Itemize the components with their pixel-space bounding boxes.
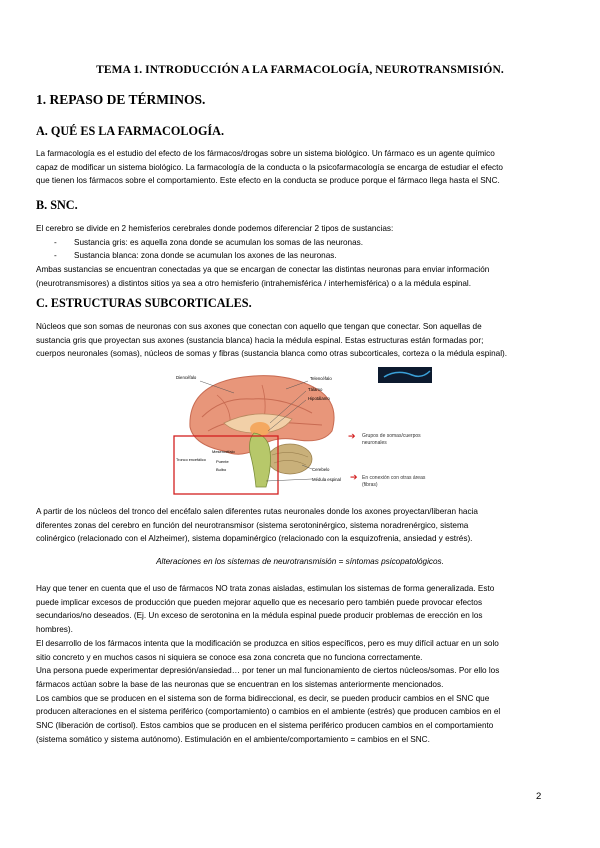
section-heading-repaso: 1. REPASO DE TÉRMINOS.: [36, 92, 206, 107]
label-mesencefalo: Mesencéfalo: [212, 449, 235, 454]
label-grupos: Grupos de somas/cuerpos neuronales: [362, 433, 421, 446]
arrow-icon: ➔: [350, 473, 358, 483]
bullet-list: [36, 236, 566, 263]
text-line: colinérgico (relacionado con el Alzheimer), sistema dopaminérgico (relacionado con la esquizofrenia, ansiedad y estrés).: [36, 534, 473, 544]
paragraph-estructuras: [36, 320, 566, 361]
label-telencefalo: Telencéfalo: [310, 376, 332, 381]
list-item: - Sustancia gris: es aquella zona donde se acumulan los somas de las neuronas.: [36, 236, 566, 250]
label-tronco: Tronco encefálico: [176, 458, 206, 462]
label-bulbo: Bulbo: [216, 467, 227, 472]
text-line: sustancia gris que proyectan sus axones (sustancia blanca) hacia la médula espinal. Estas estructuras están formadas por;: [36, 335, 484, 345]
figure-caption: Alteraciones en los sistemas de neurotransmisión = síntomas psicopatológicos.: [156, 557, 444, 566]
text-line: (sistema somático y sistema autónomo). Estimulación en el ambiente/comportamiento = cambios en el SNC.: [36, 734, 430, 744]
text-line: sitio concreto y en muchos casos ni siquiera se conoce esa zona concreta que no funciona correctamente.: [36, 652, 423, 662]
text-line: Ambas sustancias se encuentran conectadas ya que se encargan de conectar las distintas neuronas para enviar información: [36, 265, 490, 275]
paragraph-snc: [36, 222, 566, 291]
paragraph-final: [36, 582, 566, 746]
text-line: que tienen los fármacos sobre el comportamiento. Este efecto en la conducta se produce porque el fármaco llega hasta el SNC.: [36, 176, 500, 186]
text-line: (neurotransmisores) a distintos sitios ya sea a otro hemisferio (intrahemisférica / interhemisférica) o a la médula espinal.: [36, 278, 472, 288]
text-line: Los cambios que se producen en el sistema son de forma bidireccional, es decir, se pueden producir cambios en el SNC que: [36, 693, 490, 703]
text-line: Hay que tener en cuenta que el uso de fármacos NO trata zonas aisladas, estimulan los sistemas de forma generalizada. Esto: [36, 584, 495, 593]
label-conexion: En conexión con otras áreas (fibras): [362, 475, 426, 488]
label-talamo: Tálamo: [308, 387, 323, 392]
label-hipotalamo: Hipotálamo: [308, 396, 330, 401]
arrow-icon: ➔: [348, 432, 356, 442]
page-number: 2: [536, 791, 542, 802]
text-line: Núcleos que son somas de neuronas con sus axones que conectan con aquello que tengan que conectar. Son aquellas de: [36, 322, 482, 331]
section-heading-snc: B. SNC.: [36, 198, 78, 212]
text-line: A partir de los núcleos del tronco del encéfalo salen diferentes rutas neuronales donde los axones proyectan/liberan hacia: [36, 507, 478, 516]
text-line: capaz de modificar un sistema biológico. La farmacología de la conducta o la psicofarmacología se encarga de estudiar el efecto: [36, 162, 503, 172]
paragraph-rutas: [36, 505, 566, 546]
label-medula: Médula espinal: [312, 477, 341, 482]
text-line: secundarios/no deseados. (Ej. Un exceso de serotonina en la médula espinal puede producir problemas de erección en los: [36, 611, 483, 621]
text-line: fármacos actúan sobre la base de las neuronas que se encuentran en los sistemas anteriormente mencionados.: [36, 679, 444, 689]
paragraph-farmacologia: [36, 147, 566, 188]
label-puente: Puente: [216, 459, 229, 464]
text-line: diferentes zonas del cerebro en función del neurotransmisor (sistema serotoninérgico, sistema noradrenérgico, sistema: [36, 520, 469, 530]
label-diencefalo: Diencéfalo: [176, 375, 197, 380]
text-line: El cerebro se divide en 2 hemisferios cerebrales donde podemos diferenciar 2 tipos de sustancias:: [36, 224, 394, 233]
text-line: La farmacología es el estudio del efecto de los fármacos/drogas sobre un sistema biológico. Un fármaco es un agente químico: [36, 149, 495, 158]
text-line: cuerpos neuronales (somas), núcleos de somas y fibras (sustancia blanca como otras subcorticales, corteza o la médula espinal).: [36, 349, 508, 359]
section-heading-estructuras: C. ESTRUCTURAS SUBCORTICALES.: [36, 296, 252, 310]
text-line: puede implicar excesos de producción que pueden mejorar aquello que es necesario pero también puede provocar efectos: [36, 597, 483, 607]
text-line: SNC (liberación de cortisol). Estos cambios que se producen en el sistema periférico producen cambios en el comportamiento: [36, 721, 494, 731]
text-line: producen alteraciones en el sistema periférico (comportamiento) o cambios en el ambiente (estrés) que producen cambios en el: [36, 707, 501, 717]
document-title: TEMA 1. INTRODUCCIÓN A LA FARMACOLOGÍA, NEUROTRANSMISIÓN.: [96, 64, 504, 76]
text-line: El desarrollo de los fármacos intenta que la modificación se produzca en sitios específicos, pero es muy difícil actuar en un solo: [36, 638, 499, 648]
text-line: Una persona puede experimentar depresión/ansiedad… por tener un mal funcionamiento de ciertos núcleos/somas. Por ello los: [36, 666, 500, 676]
section-heading-farmacologia: A. QUÉ ES LA FARMACOLOGÍA.: [36, 124, 225, 138]
cerebellum-shape: [268, 444, 312, 474]
label-cerebelo: Cerebelo: [312, 467, 330, 472]
text-line: hombres).: [36, 625, 73, 635]
list-item: - Sustancia blanca: zona donde se acumulan los axones de las neuronas.: [36, 249, 566, 263]
brain-figure: [172, 367, 432, 501]
